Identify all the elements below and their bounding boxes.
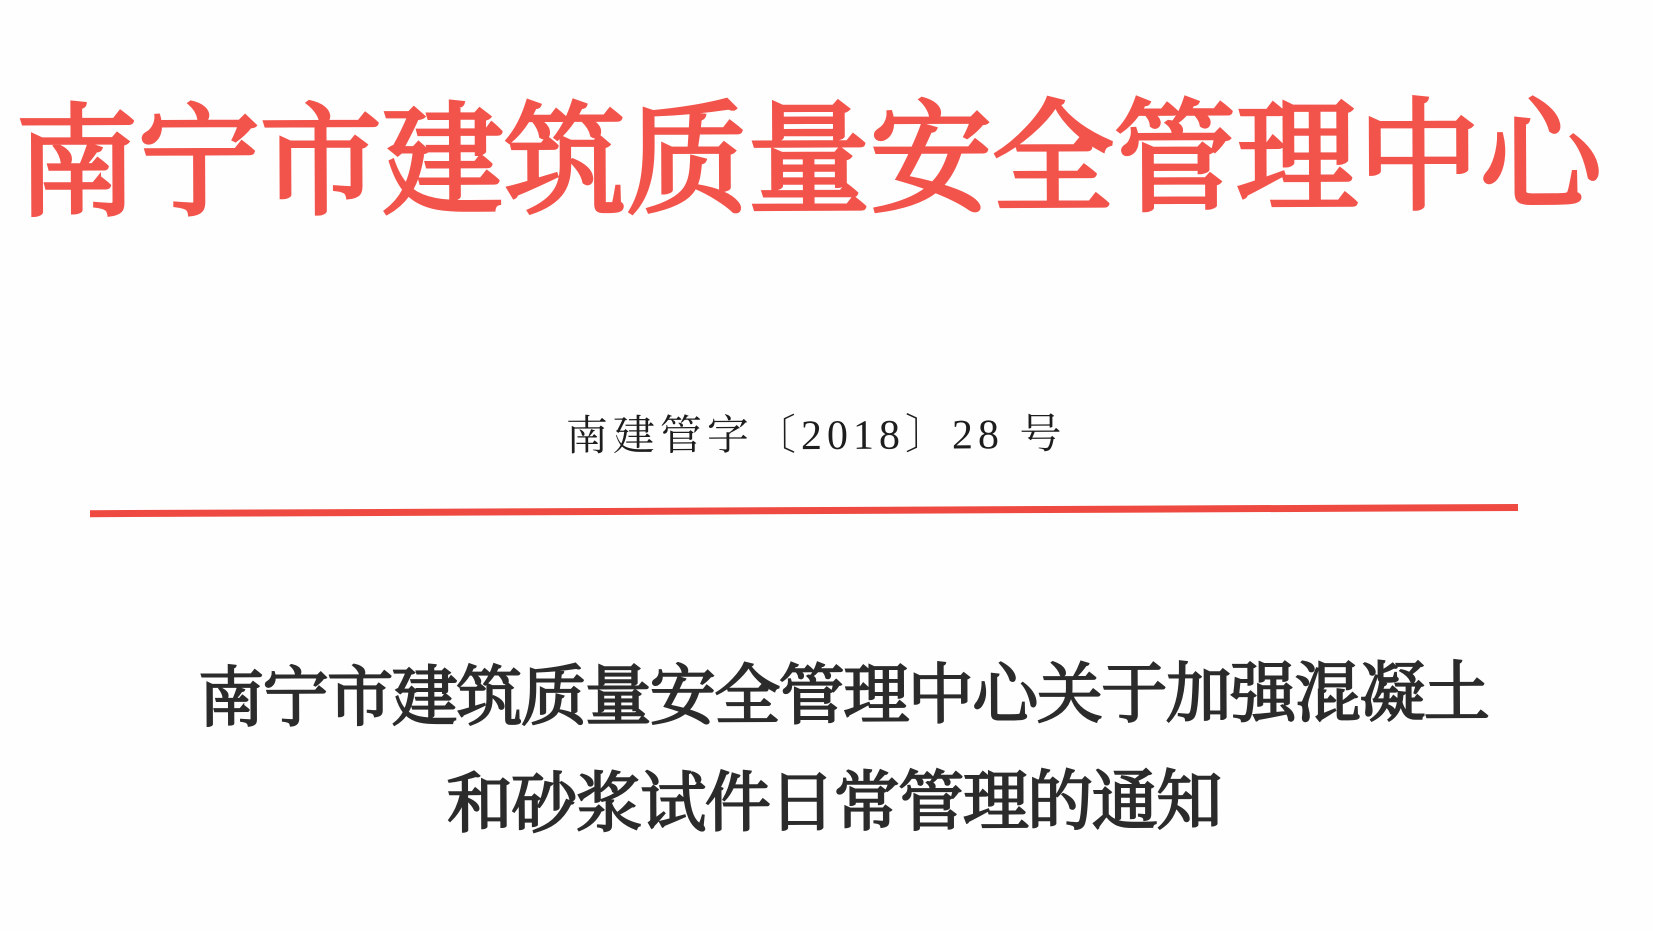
notice-title-line1: 南宁市建筑质量安全管理中心关于加强混凝土: [198, 657, 1489, 736]
notice-title: [1, 639, 1653, 860]
org-name-header: 南宁市建筑质量安全管理中心: [15, 90, 1603, 233]
notice-title-line2: 和砂浆试件日常管理的通知: [446, 765, 1221, 842]
doc-number: 南建管字〔2018〕28 号: [565, 411, 1067, 461]
red-divider-line: [90, 504, 1518, 517]
